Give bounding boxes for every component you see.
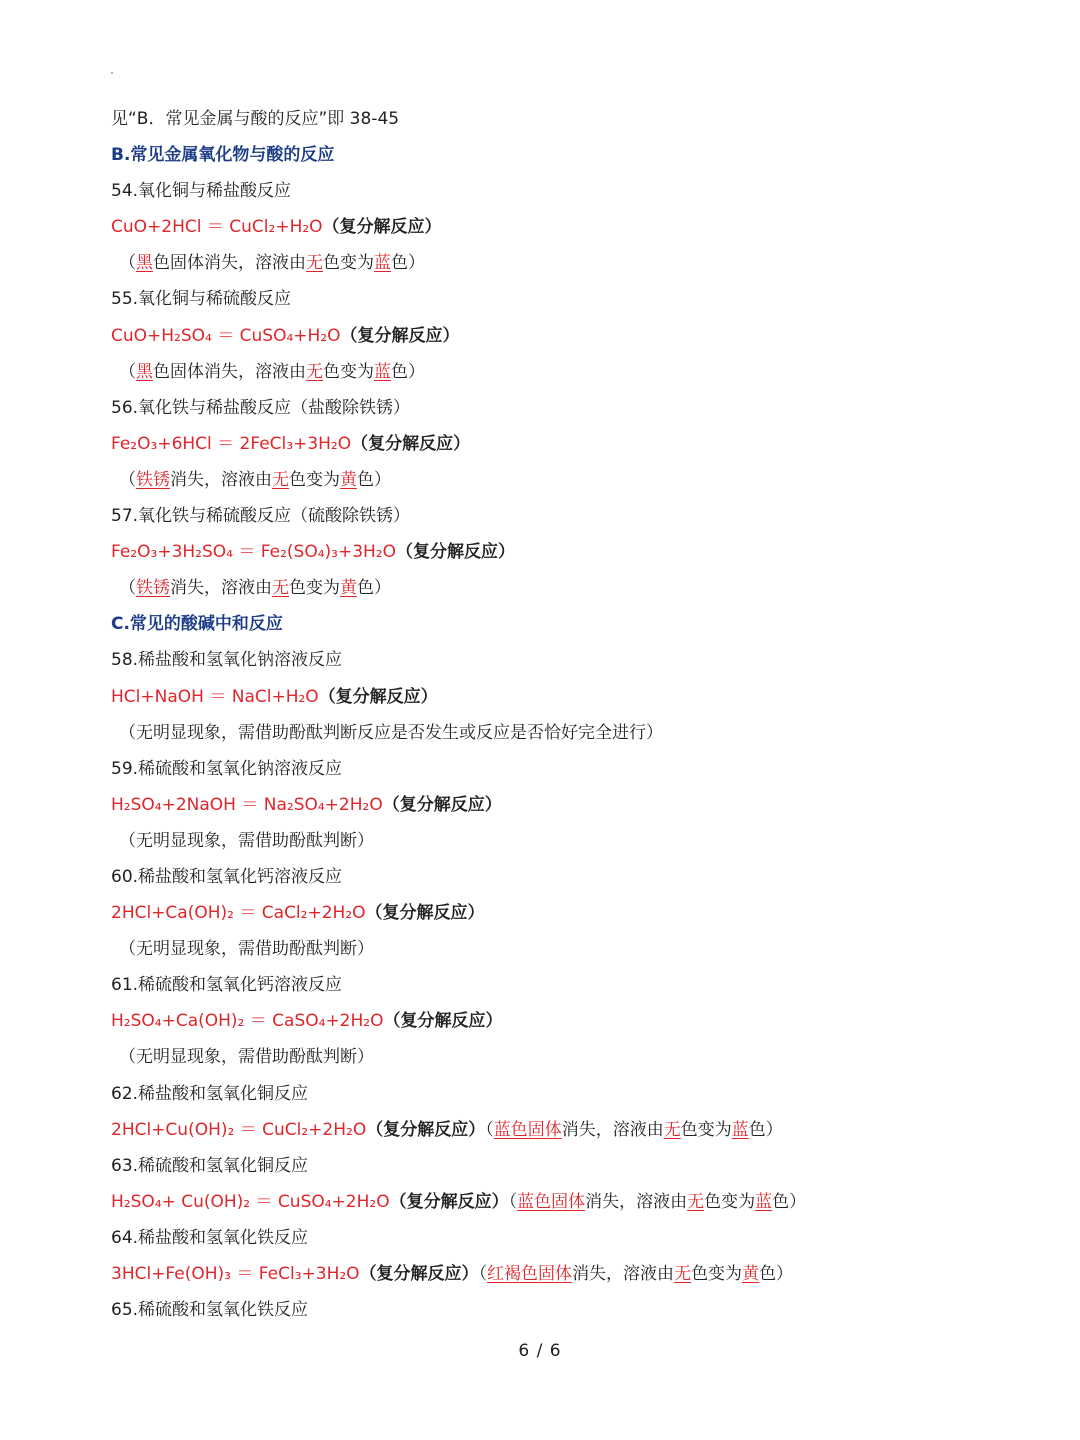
page-speck: [111, 72, 113, 74]
highlighted-keyword: 铁锈: [136, 578, 170, 599]
text-segment: 60.稀盐酸和氢氧化钙溶液反应: [111, 866, 343, 887]
text-segment: 色）: [748, 1119, 783, 1140]
text-segment: 色）: [391, 253, 425, 274]
document-line: [111, 859, 1051, 895]
text-segment: （无明显现象，需借助酚酞判断）: [119, 1047, 374, 1068]
highlighted-keyword: 无: [272, 469, 289, 490]
document-line: [111, 715, 1051, 751]
document-line: [111, 498, 1051, 534]
document-line: [111, 1003, 1051, 1039]
document-line: [111, 1076, 1051, 1112]
chemical-equation: Fe₂O₃+3H₂SO₄ ＝ Fe₂(SO₄)₃+3H₂O: [111, 542, 396, 563]
highlighted-keyword: 黄: [742, 1264, 760, 1284]
document-line: [111, 1039, 1051, 1075]
text-segment: （: [119, 578, 136, 599]
document-line: [111, 245, 1051, 281]
chemical-equation: 2HCl+Cu(OH)₂ ＝ CuCl₂+2H₂O: [111, 1119, 367, 1140]
document-line: [111, 895, 1051, 931]
chemical-equation: HCl+NaOH ＝ NaCl+H₂O: [111, 686, 319, 707]
text-segment: （: [119, 253, 136, 274]
reaction-type: （复分解反应）: [389, 1191, 509, 1212]
document-line: [111, 787, 1051, 823]
text-segment: （无明显现象，需借助酚酞判断）: [119, 830, 374, 851]
highlighted-keyword: 无: [306, 253, 323, 274]
text-segment: （: [119, 469, 136, 490]
chemical-equation: CuO+H₂SO₄ ＝ CuSO₄+H₂O: [111, 325, 341, 346]
highlighted-keyword: 蓝色固体: [493, 1119, 562, 1140]
section-heading: C.常见的酸碱中和反应: [111, 614, 283, 635]
highlighted-keyword: 铁锈: [136, 469, 170, 490]
chemical-equation: 2HCl+Ca(OH)₂ ＝ CaCl₂+2H₂O: [111, 903, 366, 924]
document-line: [111, 679, 1051, 715]
document-line: [111, 823, 1051, 859]
text-segment: 62.稀盐酸和氢氧化铜反应: [111, 1083, 309, 1104]
document-line: [111, 642, 1051, 678]
reaction-type: （复分解反应）: [365, 903, 485, 924]
document-line: [111, 570, 1051, 606]
text-segment: 色固体消失，溶液由: [153, 253, 306, 274]
document-line: [111, 534, 1051, 570]
highlighted-keyword: 黑: [136, 253, 153, 274]
text-segment: （无明显现象，需借助酚酞判断反应是否发生或反应是否恰好完全进行）: [119, 722, 663, 743]
text-segment: 色）: [759, 1264, 794, 1284]
document-line: [111, 426, 1051, 462]
reaction-type: （复分解反应）: [340, 325, 460, 346]
chemical-equation: H₂SO₄+ Cu(OH)₂ ＝ CuSO₄+2H₂O: [111, 1191, 390, 1212]
document-line: [111, 173, 1051, 209]
section-heading: B.常见金属氧化物与酸的反应: [111, 145, 335, 166]
text-segment: 65.稀硫酸和氢氧化铁反应: [111, 1300, 309, 1321]
text-segment: 色）: [357, 578, 391, 599]
highlighted-keyword: 黄: [340, 469, 357, 490]
chemical-equation: H₂SO₄+Ca(OH)₂ ＝ CaSO₄+2H₂O: [111, 1011, 384, 1032]
text-segment: 消失，溶液由: [170, 578, 272, 599]
text-segment: （: [485, 1119, 494, 1140]
document-line: [111, 1184, 1051, 1220]
text-segment: 色）: [772, 1191, 807, 1212]
text-segment: （: [119, 361, 136, 382]
document-line: [111, 751, 1051, 787]
reaction-type: （复分解反应）: [382, 794, 502, 815]
text-segment: 63.稀硫酸和氢氧化铜反应: [111, 1155, 309, 1176]
document-line: [111, 967, 1051, 1003]
chemical-equation: Fe₂O₃+6HCl ＝ 2FeCl₃+3H₂O: [111, 433, 352, 454]
highlighted-keyword: 无: [674, 1264, 692, 1284]
document-line: [111, 390, 1051, 426]
text-segment: 色）: [391, 361, 425, 382]
document-line: [111, 318, 1051, 354]
chemical-equation: H₂SO₄+2NaOH ＝ Na₂SO₄+2H₂O: [111, 794, 383, 815]
text-segment: 色变为: [680, 1119, 732, 1140]
text-segment: 59.稀硫酸和氢氧化钠溶液反应: [111, 758, 343, 779]
text-segment: 61.稀硫酸和氢氧化钙溶液反应: [111, 975, 343, 996]
text-segment: （: [478, 1264, 488, 1284]
text-segment: 消失，溶液由: [585, 1191, 688, 1212]
page-indicator: 6 / 6: [518, 1341, 562, 1361]
text-segment: 色变为: [704, 1191, 756, 1212]
text-segment: （: [508, 1191, 518, 1212]
text-segment: 色变为: [289, 469, 340, 490]
reaction-type: （复分解反应）: [366, 1119, 486, 1140]
highlighted-keyword: 无: [272, 578, 289, 599]
text-segment: 55.氧化铜与稀硫酸反应: [111, 289, 292, 310]
highlighted-keyword: 无: [687, 1191, 705, 1212]
document-line: [111, 1256, 1051, 1292]
highlighted-keyword: 无: [306, 361, 323, 382]
reaction-type: （复分解反应）: [318, 686, 438, 707]
document-body: [111, 101, 1051, 1328]
reaction-type: （复分解反应）: [359, 1264, 479, 1284]
text-segment: 色变为: [323, 253, 374, 274]
highlighted-keyword: 无: [663, 1119, 681, 1140]
document-line: [111, 606, 1051, 642]
document-line: [111, 1220, 1051, 1256]
reaction-type: （复分解反应）: [322, 217, 442, 238]
document-line: [111, 1292, 1051, 1328]
document-line: [111, 931, 1051, 967]
text-segment: 消失，溶液由: [170, 469, 272, 490]
document-line: [111, 209, 1051, 245]
document-line: [111, 462, 1051, 498]
highlighted-keyword: 黄: [340, 578, 357, 599]
text-segment: 消失，溶液由: [561, 1119, 664, 1140]
chemical-equation: CuO+2HCl ＝ CuCl₂+H₂O: [111, 217, 323, 238]
reaction-type: （复分解反应）: [396, 542, 515, 563]
document-line: [111, 137, 1051, 173]
text-segment: 色固体消失，溶液由: [153, 361, 306, 382]
text-segment: 色）: [357, 469, 391, 490]
text-segment: 色变为: [289, 578, 340, 599]
document-line: [111, 101, 1051, 137]
text-segment: 色变为: [323, 361, 374, 382]
highlighted-keyword: 蓝: [731, 1119, 749, 1140]
text-segment: 57.氧化铁与稀硫酸反应（硫酸除铁锈）: [111, 506, 411, 527]
highlighted-keyword: 蓝: [374, 253, 391, 274]
text-segment: 见“B．常见金属与酸的反应”即 38-45: [111, 109, 400, 129]
text-segment: 64.稀盐酸和氢氧化铁反应: [111, 1227, 309, 1248]
reaction-type: （复分解反应）: [351, 433, 471, 454]
chemical-equation: 3HCl+Fe(OH)₃ ＝ FeCl₃+3H₂O: [111, 1264, 360, 1284]
text-segment: 56.氧化铁与稀盐酸反应（盐酸除铁锈）: [111, 397, 411, 418]
highlighted-keyword: 红褐色固体: [487, 1264, 573, 1284]
text-segment: 58.稀盐酸和氢氧化钠溶液反应: [111, 650, 343, 671]
highlighted-keyword: 蓝: [374, 361, 391, 382]
text-segment: 消失，溶液由: [572, 1264, 675, 1284]
highlighted-keyword: 蓝色固体: [517, 1191, 586, 1212]
highlighted-keyword: 蓝: [755, 1191, 773, 1212]
document-line: [111, 281, 1051, 317]
text-segment: （无明显现象，需借助酚酞判断）: [119, 939, 374, 960]
text-segment: 色变为: [691, 1264, 743, 1284]
document-line: [111, 354, 1051, 390]
reaction-type: （复分解反应）: [383, 1011, 503, 1032]
document-line: [111, 1112, 1051, 1148]
highlighted-keyword: 黑: [136, 361, 153, 382]
text-segment: 54.氧化铜与稀盐酸反应: [111, 181, 292, 202]
document-line: [111, 1148, 1051, 1184]
